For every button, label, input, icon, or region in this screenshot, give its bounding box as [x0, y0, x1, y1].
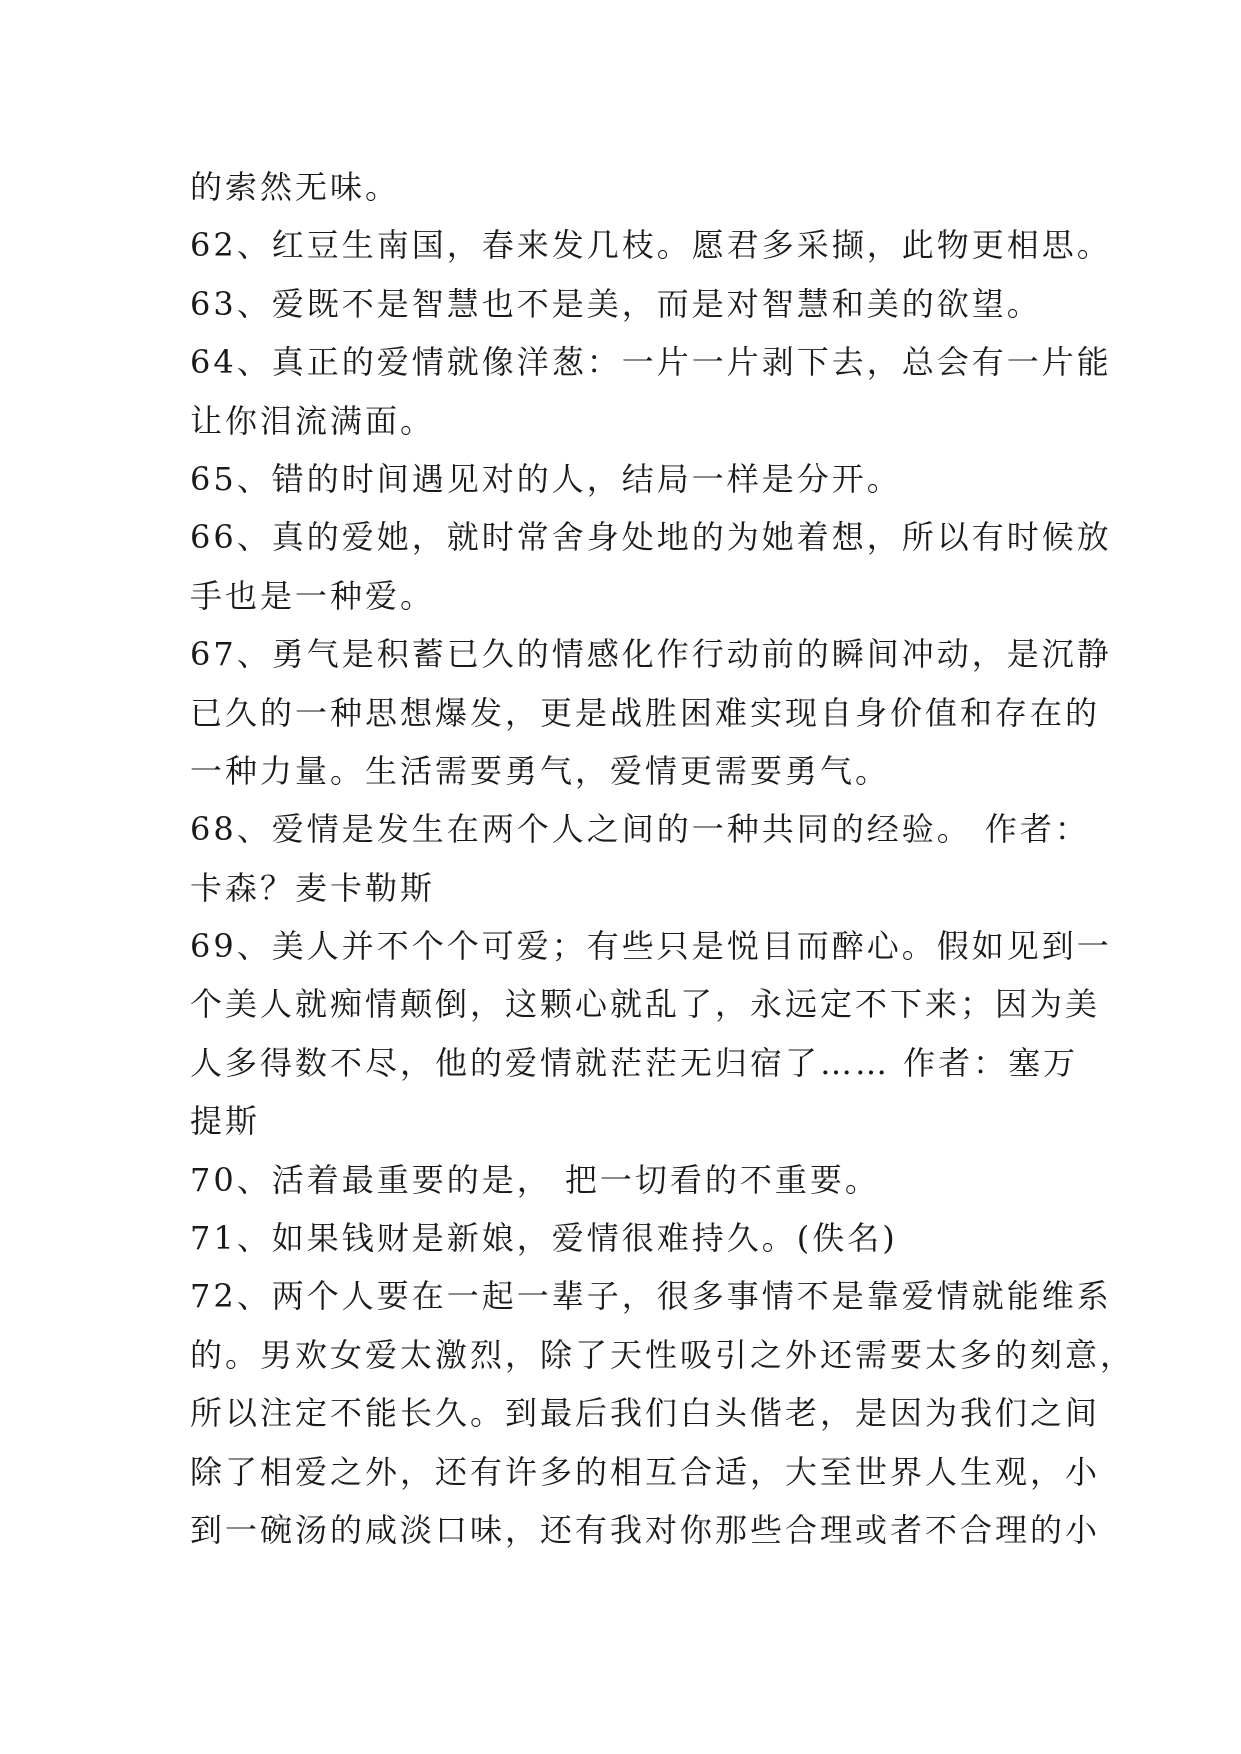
text-line: 71、如果钱财是新娘，爱情很难持久。(佚名)	[190, 1219, 898, 1258]
text-line: 到一碗汤的咸淡口味，还有我对你那些合理或者不合理的小	[190, 1510, 1101, 1549]
text-line: 卡森？麦卡勒斯	[190, 868, 436, 907]
text-line: 68、爱情是发生在两个人之间的一种共同的经验。 作者：	[190, 810, 1090, 849]
text-line: 70、活着最重要的是， 把一切看的不重要。	[190, 1160, 880, 1199]
text-line: 个美人就痴情颠倒，这颗心就乱了，永远定不下来；因为美	[190, 985, 1101, 1024]
text-line: 63、爱既不是智慧也不是美，而是对智慧和美的欲望。	[190, 284, 1042, 323]
text-line: 64、真正的爱情就像洋葱：一片一片剥下去，总会有一片能	[190, 343, 1112, 382]
text-line: 的。男欢女爱太激烈，除了天性吸引之外还需要太多的刻意，	[190, 1335, 1136, 1374]
text-line: 让你泪流满面。	[190, 401, 436, 440]
text-line: 62、红豆生南国，春来发几枝。愿君多采撷，此物更相思。	[190, 226, 1112, 265]
text-line: 除了相爱之外，还有许多的相互合适，大至世界人生观，小	[190, 1452, 1101, 1491]
text-line: 的索然无味。	[190, 168, 401, 206]
text-line: 69、美人并不个个可爱；有些只是悦目而醉心。假如见到一	[190, 927, 1112, 966]
text-line: 手也是一种爱。	[190, 576, 436, 615]
text-line: 提斯	[190, 1102, 261, 1141]
text-line: 67、勇气是积蓄已久的情感化作行动前的瞬间冲动，是沉静	[190, 635, 1112, 674]
text-line: 65、错的时间遇见对的人，结局一样是分开。	[190, 459, 902, 498]
text-line: 一种力量。生活需要勇气，爱情更需要勇气。	[190, 751, 891, 790]
text-line: 所以注定不能长久。到最后我们白头偕老，是因为我们之间	[190, 1394, 1101, 1433]
text-line: 人多得数不尽，他的爱情就茫茫无归宿了…… 作者：塞万	[190, 1043, 1079, 1082]
text-line: 已久的一种思想爆发，更是战胜困难实现自身价值和存在的	[190, 693, 1101, 732]
document-body	[190, 158, 1136, 1559]
text-line: 72、两个人要在一起一辈子，很多事情不是靠爱情就能维系	[190, 1277, 1112, 1316]
text-line: 66、真的爱她，就时常舍身处地的为她着想，所以有时候放	[190, 518, 1112, 557]
